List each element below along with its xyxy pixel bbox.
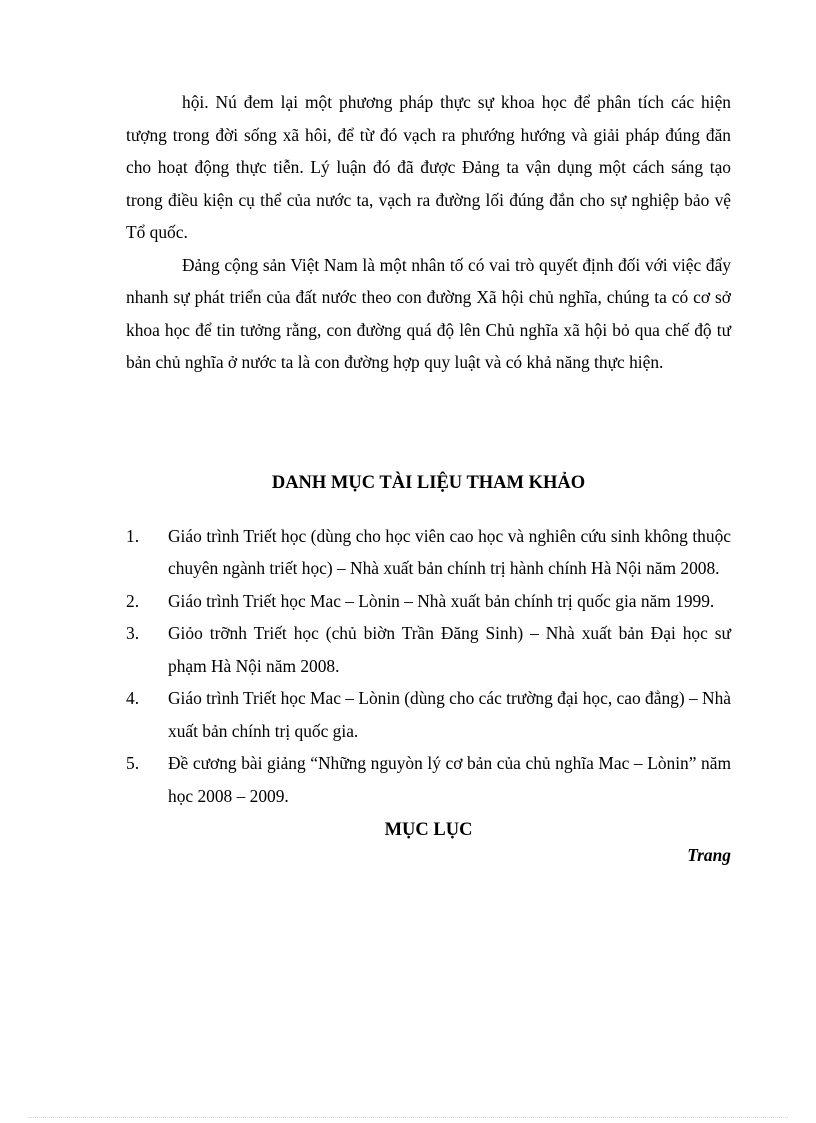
- reference-item-4: [126, 682, 731, 747]
- reference-text: Giáo trình Triết học Mac – Lònin (dùng cho các trường đại học, cao đẳng) – Nhà xuất bản chính trị quốc gia.: [168, 688, 731, 741]
- reference-number: 2.: [126, 590, 140, 611]
- references-list: [126, 520, 731, 813]
- reference-number: 4.: [126, 688, 140, 708]
- reference-text: Giáo trình Triết học Mac – Lònin – Nhà xuất bản chính trị quốc gia năm 1999.: [168, 590, 715, 611]
- document-page: [126, 86, 731, 866]
- references-title: DANH MỤC TÀI LIỆU THAM KHẢO: [271, 472, 586, 493]
- reference-text: Giáo trình Triết học (dùng cho học viên cao học và nghiên cứu sinh không thuộc chuyên ngành triết học) – Nhà xuất bản chính trị hành chính Hà Nội năm 2008.: [168, 525, 731, 578]
- reference-text: Đề cương bài giảng “Những nguyòn lý cơ bản của chủ nghĩa Mac – Lònin” năm học 2008 – 2009.: [168, 753, 731, 806]
- reference-number: 5.: [126, 753, 140, 773]
- toc-page-label: Trang: [687, 845, 731, 865]
- body-paragraph-2: Đảng cộng sản Việt Nam là một nhân tố có vai trò quyết định đối với việc đẩy nhanh sự phát triển của đất nước theo con đường Xã hội chủ nghĩa, chúng ta có cơ sở khoa học để tin tưởng rằng, con đường quá độ lên Chủ nghĩa xã hội bỏ qua chế độ tư bản chủ nghĩa ở nước ta là con đường hợp quy luật và có khả năng thực hiện.: [126, 254, 731, 372]
- reference-item-5: [126, 747, 731, 812]
- reference-item-3: [126, 617, 731, 682]
- page-bottom-divider: [28, 1117, 788, 1118]
- reference-number: 3.: [126, 623, 140, 643]
- toc-title: MỤC LỤC: [384, 820, 473, 840]
- reference-text: Giỏo trỡnh Triết học (chủ biờn Trần Đăng Sinh) – Nhà xuất bản Đại học sư phạm Hà Nội năm 2008.: [168, 623, 731, 676]
- reference-number: 1.: [126, 525, 140, 546]
- body-paragraph-1: hội. Nú đem lại một phương pháp thực sự khoa học để phân tích các hiện tượng trong đời sống xã hôi, để từ đó vạch ra phướng hướng và giải pháp đúng đăn cho hoạt động thực tiễn. Lý luận đó đã được Đảng ta vận dụng một cách sáng tạo trong điều kiện cụ thể của nước ta, vạch ra đường lối đúng đắn cho sự nghiệp bảo vệ Tổ quốc.: [126, 92, 731, 242]
- reference-item-1: [126, 520, 731, 585]
- reference-item-2: [126, 585, 731, 618]
